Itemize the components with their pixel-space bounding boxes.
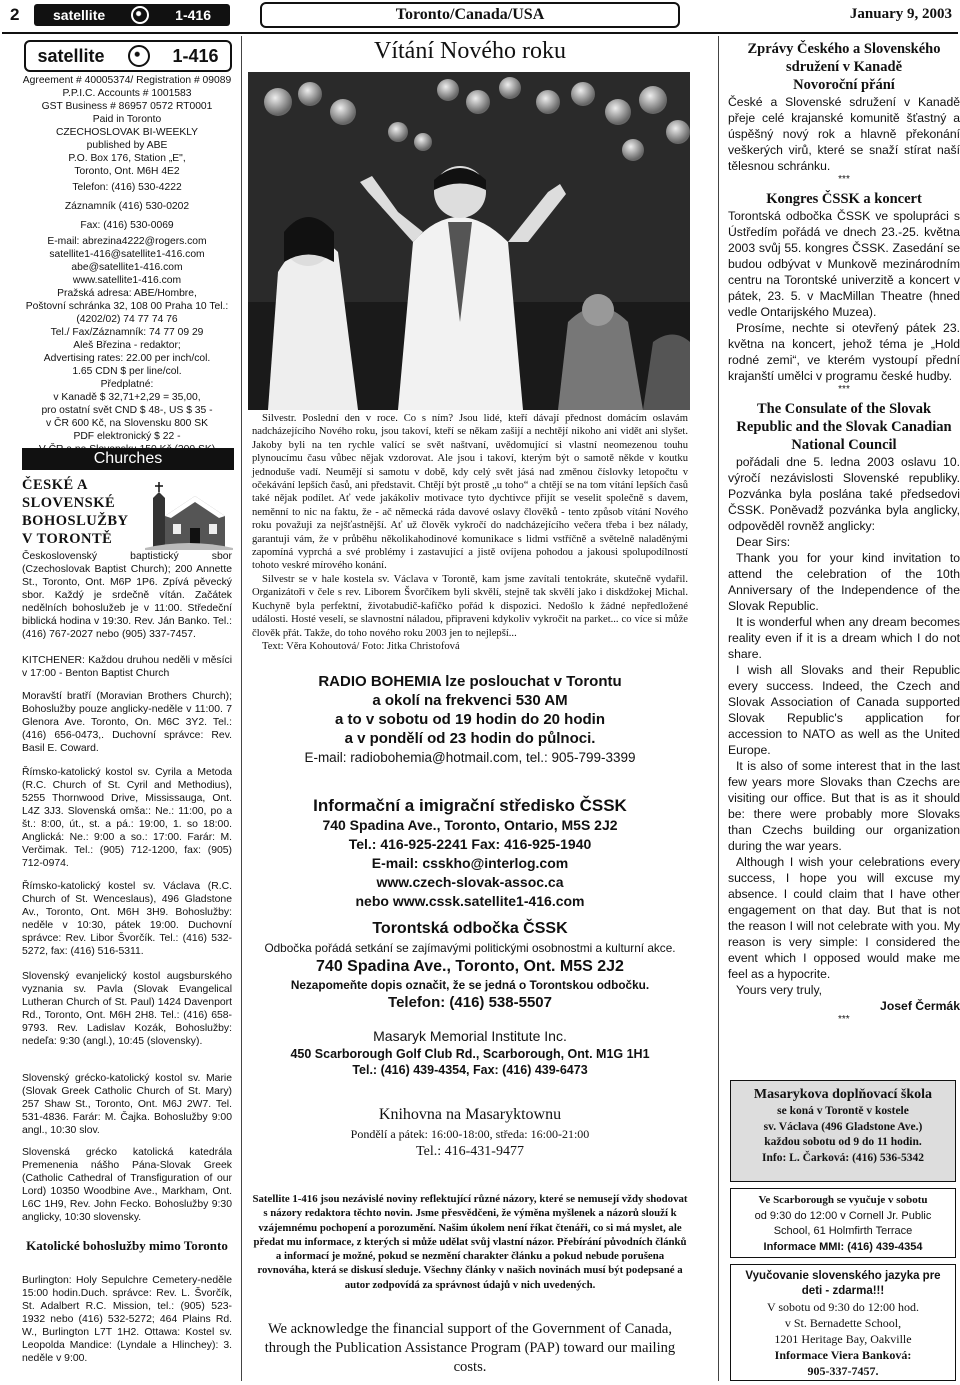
box-title: Masarykova doplňovací škola [753, 1087, 933, 1102]
letter-signature: Josef Čermák [880, 999, 960, 1013]
masthead-line: Pražská adresa: ABE/Hombre, [57, 288, 197, 299]
masthead-line: Tel./ Fax/Záznamník: 74 77 09 29 [50, 327, 204, 338]
masaryk-line: 450 Scarborough Golf Club Rd., Scarborough, Ont. M1G 1H1 [290, 1047, 650, 1061]
masthead-left: satellite [37, 45, 105, 66]
church-entry [22, 766, 232, 870]
cssk-news [728, 40, 960, 1026]
letter-closing: Yours very truly, [736, 983, 823, 997]
separator: *** [838, 1014, 850, 1025]
church-entry-text: KITCHENER: Každou druhou neděli v měsíci v 17:00 - Benton Baptist Church [22, 655, 232, 679]
masthead-line: 1.65 CDN $ per line/col. [72, 366, 182, 377]
catholic-text: Burlington: Holy Sepulchre Cemetery-neděle 15:00 hodin.Duch. správce: Rev. L. Švorčík, St. Adalbert R.C. Mission, tel.: (905) 523-1932 nebo (416) 532-5272; 464 Plains Rd. W., Burlington L7T 1H2. Ottawa: Kostel sv. Leopolda Mandice: (Lyndale a Hlinchey): 3. neděle v 9:00. [22, 1275, 232, 1364]
column-divider-1 [241, 36, 242, 1381]
masthead-line: Advertising rates: 22.00 per inch/col. [43, 353, 211, 364]
church-entry-text: Slovenský evanjelický kostol augsburského vyznania sv. Pavla (Slovak Evangelical Lutheran Church of St. Paul) 1424 Davenport Rd., Toronto, Ont. M6H 2H8. Tel.: (416) 658-9793. Rev. Ladislav Kozák, Bohoslužby: nedeľa: 9:30 (angl.), 10:45 (slovensky). [22, 971, 232, 1047]
column-divider-2 [718, 36, 719, 1381]
info-center-ad [250, 796, 690, 911]
masthead-line: v ČR 600 Kč, na Slovensku 800 SK [46, 418, 208, 429]
masthead-logo [24, 40, 232, 72]
box-title: Vyučovanie slovenského jazyka pre deti - zdarma!!! [745, 1270, 941, 1297]
masaryk-school-box [730, 1080, 956, 1182]
news-paragraph: České a Slovenské sdružení v Kanadě přeje celé krajanské komunitě šťastný a úspěšný nový rok a hlavně překonání veškerých virů, které se snaží stírat naší tělesnou schránku. [728, 95, 960, 173]
masthead-line: P.P.I.C. Accounts # 1001583 [62, 88, 192, 99]
masthead-info [22, 74, 232, 456]
article-credit: Text: Věra Kohoutová/ Foto: Jitka Christofová [262, 640, 460, 652]
scarborough-school-box [730, 1188, 956, 1258]
masthead-line: published by ABE [86, 140, 168, 151]
letter-paragraph: Although I wish your celebrations every success, I hope you will excuse my absence. I could claim that I have other engagement on that day. But that is not the reason I will not celebrate with you. My reason is very simple: I considered the event which I opposed would make me feel as a hypocrite. [728, 855, 960, 981]
church-entry [22, 1146, 232, 1224]
party-photo [248, 72, 690, 410]
news-heading: Kongres ČSSK a koncert [766, 191, 922, 207]
info-line: 740 Spadina Ave., Toronto, Ontario, M5S 2J2 [322, 817, 618, 833]
catholic-heading: Katolické bohoslužby mimo Toronto [26, 1238, 228, 1253]
masthead-line: GST Business # 86957 0572 RT0001 [41, 101, 213, 112]
radio-line: a to v sobotu od 19 hodin do 20 hodin [335, 711, 605, 728]
church-entry-text: Slovenská grécko katolická katedrála Premenenia nášho Pána-Slovak Greek (Catholic Cathedral of Transfiguration of our Lord) 10350 Woodbine Ave., Markham, Ont. L6C 1H9, Rev. John Fecko. Bohoslužby 9:30 anglicky, 10:30 slovensky. [22, 1147, 232, 1223]
box-line: School, 61 Holmfirth Terrace [773, 1225, 913, 1237]
news-subheading: Novoroční přání [793, 77, 895, 93]
box-line: 1201 Heritage Bay, Oakville [774, 1332, 912, 1346]
church-entry-text: Moravští bratří (Moravian Brothers Church); Bohoslužby pouze anglicky-neděle v 11:00. 7 Glenora Ave. Toronto, On. M6C 3Y2. Tel.: (416) 656-0473,. Duchovní správce: Rev. Basil E. Coward. [22, 691, 232, 754]
masthead-line: Záznamník (416) 530-0202 [64, 201, 190, 212]
church-entry [22, 970, 232, 1048]
box-line: každou sobotu od 9 do 11 hodin. [764, 1136, 922, 1148]
masthead-line: Poštovní schránka 32, 108 00 Praha 10 Tel.: [25, 301, 229, 312]
masthead-line: Paid in Toronto [92, 114, 162, 125]
masthead-line: abe@satellite1-416.com [71, 262, 183, 273]
toronto-branch-ad [250, 918, 690, 1013]
churches-bar: Churches [22, 448, 234, 470]
church-entry-text: Československý baptistický sbor (Czechoslovak Baptist Church); 200 Annette St., Toronto, Ont. M6P 1P6. Zpívá pěvecký sbor. Každý je srdečně vítán. Začátek nedělních bohoslužeb je v 11:00. Středeční biblická hodina v 19:30. Rev. Ján Banko. Tel.: (416) 767-2027 nebo (905) 337-7457. [22, 551, 232, 640]
masaryk-institute-ad [250, 1026, 690, 1078]
masthead-line: (4202/02) 74 77 74 76 [76, 314, 178, 325]
radio-bohemia-ad [250, 672, 690, 767]
info-title: Informační a imigrační středisko ČSSK [313, 796, 627, 815]
news-heading: Zprávy Českého a Slovenského sdružení v Kanadě [747, 41, 941, 75]
box-line: 905-337-7457. [807, 1364, 879, 1378]
church-entry [22, 690, 232, 755]
masaryk-line: Tel.: (416) 439-4354, Fax: (416) 439-6473 [352, 1063, 588, 1077]
masthead-line: P.O. Box 176, Station „E", [68, 153, 186, 164]
masthead-line: Toronto, Ont. M6H 4E2 [74, 166, 180, 177]
church-entry [22, 654, 232, 680]
church-entry [22, 880, 232, 958]
letter-salutation: Dear Sirs: [736, 535, 791, 549]
masthead-line: CZECHOSLOVAK BI-WEEKLY [55, 127, 199, 138]
article-paragraph: Silvestr. Poslední den v roce. Co s ním? Jsou lidé, kteří dávají přednost domácím oslavám nadcházejícího Nového roku, jsou takoví, kteří se někam zašijí a nechtějí nikoho ani vidět ani slyšet. Jakoby byli na ten rychle valící se svět naštvaní, uvědomující si vlastní neomezenou touhu plynoucímu času vůbec nějak vzdorovat. Ale jsou i takoví, kterým být o samotě někde v koutku jednoduše vadí. Neumějí si samotu v době, kdy celý svět jásá nad změnou číslovky letopočtu v očekávání lepších časů, ani představit. Chtějí být prostě „u toho“ a chtějí se na tom vítání lepších časů také nějak podílet. Ať vede jakákoliv motivace tyto dychtivce přijít se veselit společně s davem, neměnní to nic na faktu, že - ač německá ráda davové oslavy člověků - tento způsob vítání Nového roku považuji za nejšťastnější. Ať už člověk vykročí do nadcházejícího večera třeba i bez nálady, garantuji vám, že v průběhu několikahodinové komunikace s lidmi vstříčně a světelně naladěnými zapomíná vyprchá a své problémy i zastavující a jistě ovíjena pohodou a jakousi spolupodílností tohoto veskré mírového konání. [252, 413, 688, 572]
globe-icon [131, 6, 149, 24]
radio-line: a okolí na frekvenci 530 AM [372, 692, 568, 709]
globe-icon [128, 45, 150, 67]
churches-heading: ČESKÉ A SLOVENSKÉ BOHOSLUŽBY V TORONTĚ [22, 477, 128, 547]
toronto-line: Odbočka pořádá setkání se zajímavými politickými osobnostmi a kulturní akce. [264, 941, 676, 955]
toronto-title: Torontská odbočka ČSSK [372, 920, 568, 937]
box-line: Info: L. Čarková: (416) 536-5342 [762, 1151, 924, 1164]
box-line: v St. Bernadette School, [784, 1316, 902, 1330]
info-line: nebo www.cssk.satellite1-416.com [355, 893, 585, 909]
masthead-right: 1-416 [172, 45, 219, 66]
info-line: www.czech-slovak-assoc.ca [376, 874, 564, 890]
page-number: 2 [10, 5, 20, 24]
church-entry [22, 1072, 232, 1137]
separator: *** [838, 174, 850, 185]
masthead-line: Telefon: (416) 530-4222 [72, 182, 182, 193]
info-line: E-mail: csskho@interlog.com [371, 855, 569, 871]
section-title: Toronto/Canada/USA [260, 2, 680, 28]
church-entry [22, 550, 232, 641]
funding-acknowledgement: We acknowledge the financial support of the Government of Canada, through the Publication Assistance Program (PAP) toward our mailing costs. [264, 1321, 676, 1375]
letter-paragraph: It is also of some interest that in the last few years more Slovaks than Czechs are visiting our office. But that is as it should be: there were probably more Slovaks than Czechs building our organization during the war years. [728, 759, 960, 853]
box-line: od 9:30 do 12:00 v Cornell Jr. Public [754, 1209, 932, 1222]
library-ad [250, 1104, 690, 1162]
letter-paragraph: It is wonderful when any dream becomes reality even if it is a dream which I do not share. [728, 615, 960, 661]
masthead-line: Předplatné: [100, 379, 154, 390]
toronto-line: Nezapomeňte dopis označit, že se jedná o Torontskou odbočku. [290, 978, 650, 992]
church-entry-text: Římsko-katolický kostel sv. Václava (R.C. Church of St. Wenceslaus), 496 Gladstone Av., Toronto, Ont. M6H 3H9. Bohoslužby: neděle v 10:30, pátek 19:00. Duchovní správce: Rev. Libor Švorčík. Tel.: (416) 532-5272, fax: (416) 516-5311. [22, 881, 232, 957]
box-line: Informace MMI: (416) 439-4354 [763, 1240, 923, 1253]
masthead-line: E-mail: abrezina4222@rogers.com [47, 236, 207, 247]
masthead-line: Fax: (416) 530-0069 [80, 220, 174, 231]
news-paragraph: Prosíme, nechte si otevřený pátek 23. května na koncert, jehož téma je „Hold rodné zemi“, ve kterém vystoupí přední krajanští umělci v programu české hudby. [728, 321, 960, 383]
letter-paragraph: Thank you for your kind invitation to attend the celebration of the 10th Anniversary of the Independence of the Slovak Republic. [728, 551, 960, 613]
masthead-line: pro ostatní svět CND $ 48-, US $ 35 - [41, 405, 213, 416]
slovak-school-box [730, 1264, 956, 1381]
box-line: Ve Scarborough se vyučuje v sobotu [758, 1194, 928, 1206]
news-paragraph: pořádali dne 5. ledna 2003 oslavu 10. výročí nezávislosti Slovenské republiky. Pozvánka byla poslána také předsedovi ČSSK. Poněvadž pozvánka byla anglicky, odpověděl rovněž anglicky: [728, 455, 960, 533]
church-entry-text: Slovenský grécko-katolický kostol sv. Marie (Slovak Greek Catholic Church of St. Mary) 257 Shaw St., Toronto, Ont. M6J 2W7. Tel. 531-4836. Farár: M. Čajka. Bohoslužby 9:00 angl., 10:30 slov. [22, 1073, 232, 1136]
masthead-line: satellite1-416@satellite1-416.com [49, 249, 205, 260]
library-title: Knihovna na Masaryktownu [378, 1106, 562, 1123]
header-brand [34, 4, 230, 26]
radio-line: RADIO BOHEMIA lze poslouchat v Torontu [318, 673, 622, 690]
header-rule [2, 32, 958, 34]
toronto-line: 740 Spadina Ave., Toronto, Ont. M5S 2J2 [316, 958, 624, 975]
masthead-line: v Kanadě $ 32,71+2,29 = 35,00, [53, 392, 201, 403]
article-paragraph: Silvestr se v hale kostela sv. Václava v Torontě, kam jsme zavítali tentokráte, skutečně vydařil. Organizátoři v čele s rev. Liborem Švorčíkem byli skvělí, stejně tak skvělí jako i diskdžokej Michal. Kuchyně byla perfektní, životabudič-kafíčko pořád k dispozici. Nedošlo k žádné nepředložené události. Hosté veselí, se slavnostní náladou, připraveni kdykoliv vykročit na parket... co více si může člověk přát. Takže, do toho nového roku 2003 jen to nejlepší... [252, 573, 688, 639]
masthead-line: PDF elektronický $ 22 - [73, 431, 181, 442]
news-heading: The Consulate of the Slovak Republic and the Slovak Canadian National Council [736, 401, 952, 453]
box-line: sv. Václava (496 Gladstone Ave.) [763, 1120, 923, 1133]
box-line: V sobotu od 9:30 do 12:00 hod. [766, 1300, 920, 1314]
header-brand-right: 1-416 [175, 7, 211, 23]
radio-line: E-mail: radiobohemia@hotmail.com, tel.: 905-799-3399 [304, 750, 636, 765]
church-illustration [145, 478, 233, 550]
editorial-note: Satellite 1-416 jsou nezávislé noviny reflektující různé názory, které se nemusejí vždy shodovat s názory redaktora těchto novin. Jsme přesvědčeni, že výměna myšlenek a názorů slouží k vzájemnému pochopení a porozumění. Našim úkolem není říkat čtenáři, co si má myslet, ale předat mu informace, z kterých si může udělat svůj vlastní názor. Přebírání původních článků a informací je možné, pokud se nezmění charakter článku a pokud nebude porušena rovnováha, která se diskusí sleduje. Všechny články v našich novinách musí být podepsané a autor zodpovídá za správnost údajů v nich uvedených. [252, 1193, 688, 1291]
news-paragraph: Torontská odbočka ČSSK ve spolupráci s Ústředím pořádá ve dnech 23.-25. května 2003 svůj 55. kongres ČSSK. Zasedání se budou odbývat v Munkově mezinárodním centru na Torontské univerzitě a koncert v pátek, 23. 5. v MacMillan Theatre (hned vedle Ontarijského Muzea). [728, 209, 960, 319]
issue-date: January 9, 2003 [849, 6, 952, 22]
masthead-line: www.satellite1-416.com [72, 275, 182, 286]
info-line: Tel.: 416-925-2241 Fax: 416-925-1940 [348, 836, 592, 852]
letter-paragraph: I wish all Slovaks and their Republic every success. Indeed, the Czech and Slovak Association of Canada supported Slovak Republic's application for accession to NATO as well as the United Europe. [728, 663, 960, 757]
masaryk-title: Masaryk Memorial Institute Inc. [373, 1028, 567, 1044]
separator: *** [838, 384, 850, 395]
box-line: Informace Viera Banková: [774, 1348, 912, 1362]
church-entry-text: Římsko-katolický kostol sv. Cyrila a Metoda (R.C. Church of St. Cyril and Methodius), 5255 Thornwood Drive, Mississauga, Ont. L4Z 3J3. Slovenská omša:: Ne.: 11:00, po a št.: 8:00, út., st. a pá.: 19:00, 1. so 18:00. Anglická: Ne.: 9:00 a so.: 17:00. Farár: M. Verčimak. Tel.: (905) 712-1200, fax: (905) 712-0974. [22, 767, 232, 869]
masthead-line: Agreement # 40005374/ Registration # 09089 [22, 75, 232, 86]
library-line: Pondělí a pátek: 16:00-18:00, středa: 16:00-21:00 [350, 1127, 590, 1141]
library-line: Tel.: 416-431-9477 [416, 1144, 524, 1159]
toronto-line: Telefon: (416) 538-5507 [388, 994, 552, 1011]
article-body [252, 412, 688, 653]
article-title: Vítání Nového roku [374, 38, 566, 64]
box-line: se koná v Torontě v kostele [777, 1105, 909, 1117]
masthead-line: Aleš Březina - redaktor; [73, 340, 181, 351]
header-brand-left: satellite [53, 7, 106, 23]
page-header [0, 0, 960, 34]
radio-line: a v pondělí od 23 hodin do půlnoci. [344, 730, 596, 747]
